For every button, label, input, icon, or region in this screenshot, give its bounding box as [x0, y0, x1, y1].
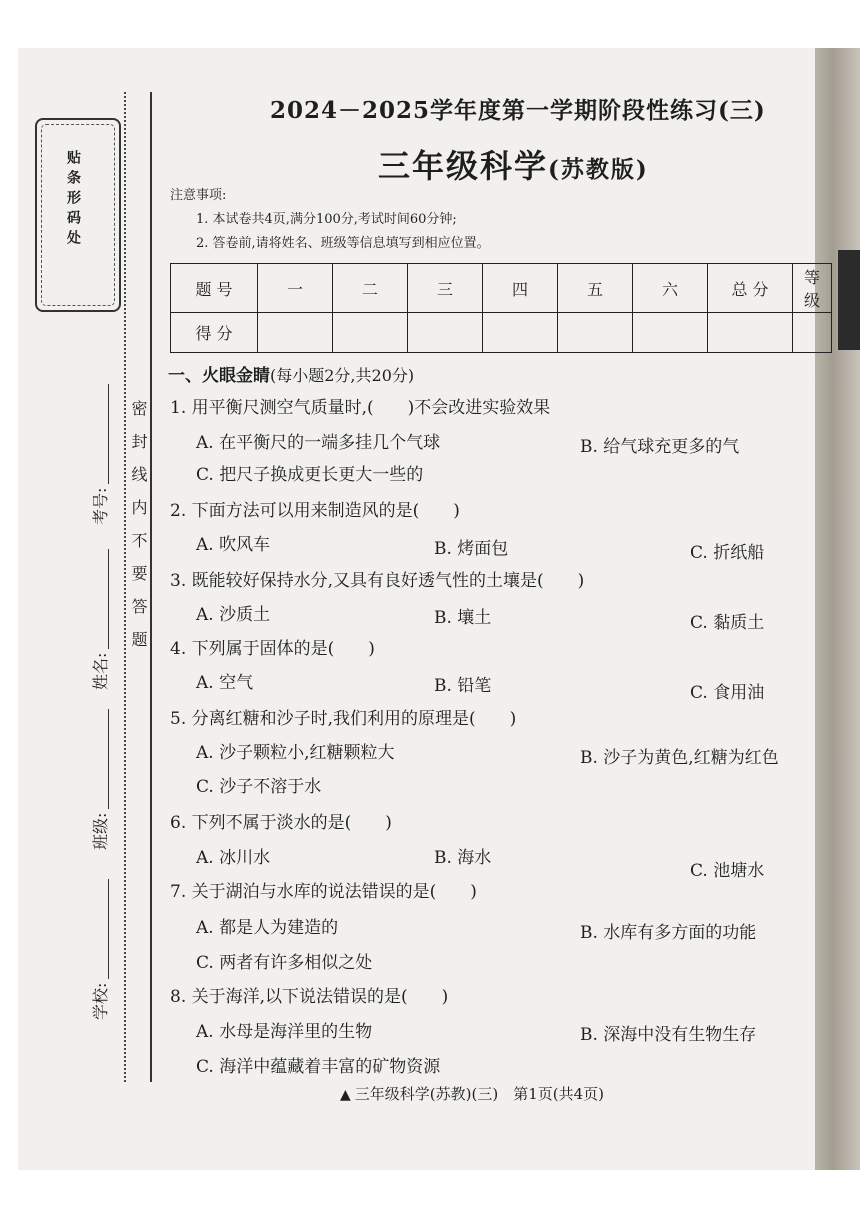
- score-table-header-row: [171, 264, 832, 313]
- score-cell[interactable]: [408, 313, 483, 353]
- score-header-cell: 五: [558, 264, 633, 313]
- field-exam-number-label: 考号:: [91, 487, 110, 525]
- option-a[interactable]: A. 水母是海洋里的生物: [196, 1022, 373, 1042]
- page-footer: [340, 1083, 604, 1104]
- page-edge-shadow: [815, 48, 860, 1170]
- option-b[interactable]: B. 壤土: [434, 608, 492, 628]
- option-a[interactable]: A. 在平衡尺的一端多挂几个气球: [196, 433, 441, 453]
- mountain-logo-icon: ▲: [340, 1087, 351, 1103]
- score-cell[interactable]: [708, 313, 793, 353]
- seal-solid-line: [150, 92, 152, 1082]
- option-c[interactable]: C. 折纸船: [690, 543, 765, 563]
- question-stem: 8. 关于海洋,以下说法错误的是( ): [170, 987, 449, 1007]
- option-c[interactable]: C. 食用油: [690, 683, 765, 703]
- barcode-label: 贴条形码处: [65, 150, 81, 250]
- question-stem: 5. 分离红糖和沙子时,我们利用的原理是( ): [170, 709, 517, 729]
- option-b[interactable]: B. 铅笔: [434, 676, 492, 696]
- field-exam-number[interactable]: [88, 384, 111, 525]
- option-a[interactable]: A. 都是人为建造的: [196, 918, 339, 938]
- subject-edition: (苏教版): [548, 156, 649, 183]
- field-school-label: 学校:: [91, 982, 110, 1020]
- score-table-score-row: [171, 313, 832, 353]
- score-header-cell: 总 分: [708, 264, 793, 313]
- question-stem: 1. 用平衡尺测空气质量时,( )不会改进实验效果: [170, 398, 551, 418]
- question-stem: 6. 下列不属于淡水的是( ): [170, 813, 392, 833]
- score-header-cell: 四: [483, 264, 558, 313]
- option-c[interactable]: C. 黏质土: [690, 613, 765, 633]
- score-cell[interactable]: [483, 313, 558, 353]
- note-item: 1. 本试卷共4页,满分100分,考试时间60分钟;: [196, 212, 457, 227]
- option-c[interactable]: C. 池塘水: [690, 861, 765, 881]
- option-b[interactable]: B. 水库有多方面的功能: [580, 923, 757, 943]
- field-name-line[interactable]: [94, 549, 109, 649]
- section-note: (每小题2分,共20分): [270, 366, 415, 385]
- score-cell[interactable]: [633, 313, 708, 353]
- subject-title: [378, 141, 649, 187]
- section-heading: [168, 361, 414, 386]
- score-cell[interactable]: [793, 313, 832, 353]
- score-table: [170, 263, 832, 353]
- option-c[interactable]: C. 海洋中蕴藏着丰富的矿物资源: [196, 1057, 441, 1077]
- question-stem: 3. 既能较好保持水分,又具有良好透气性的土壤是( ): [170, 571, 585, 591]
- question-stem: 2. 下面方法可以用来制造风的是( ): [170, 501, 460, 521]
- option-c[interactable]: C. 把尺子换成更长更大一些的: [196, 465, 424, 485]
- field-exam-number-line[interactable]: [94, 384, 109, 484]
- question-stem: 7. 关于湖泊与水库的说法错误的是( ): [170, 882, 477, 902]
- option-a[interactable]: A. 沙子颗粒小,红糖颗粒大: [196, 743, 395, 763]
- question-stem: 4. 下列属于固体的是( ): [170, 639, 375, 659]
- score-cell[interactable]: [333, 313, 408, 353]
- score-header-cell: 六: [633, 264, 708, 313]
- score-header-cell: 等 级: [793, 264, 832, 313]
- score-header-cell: 二: [333, 264, 408, 313]
- option-b[interactable]: B. 烤面包: [434, 539, 509, 559]
- option-b[interactable]: B. 深海中没有生物生存: [580, 1025, 757, 1045]
- seal-text: 密封线内不要答题: [129, 400, 148, 664]
- subject-name: 三年级科学: [378, 147, 549, 185]
- option-b[interactable]: B. 海水: [434, 848, 492, 868]
- field-class[interactable]: [88, 709, 111, 850]
- notes-heading: 注意事项:: [170, 188, 227, 203]
- score-cell[interactable]: [258, 313, 333, 353]
- footer-text: 三年级科学(苏教)(三) 第1页(共4页): [354, 1085, 604, 1103]
- field-school[interactable]: [88, 879, 111, 1020]
- field-class-label: 班级:: [91, 812, 110, 850]
- option-c[interactable]: C. 沙子不溶于水: [196, 777, 322, 797]
- field-class-line[interactable]: [94, 709, 109, 809]
- seal-dotted-line: [124, 92, 126, 1082]
- exam-title: 2024－2025学年度第一学期阶段性练习(三): [270, 97, 766, 124]
- score-header-cell: 一: [258, 264, 333, 313]
- option-c[interactable]: C. 两者有许多相似之处: [196, 953, 373, 973]
- section-title: 一、火眼金睛: [168, 366, 270, 386]
- option-a[interactable]: A. 冰川水: [196, 848, 271, 868]
- note-item: 2. 答卷前,请将姓名、班级等信息填写到相应位置。: [196, 236, 490, 251]
- option-b[interactable]: B. 给气球充更多的气: [580, 437, 740, 457]
- option-a[interactable]: A. 空气: [196, 673, 254, 693]
- option-a[interactable]: A. 吹风车: [196, 535, 271, 555]
- field-name[interactable]: [88, 549, 111, 690]
- score-row-label: 得 分: [171, 313, 258, 353]
- option-a[interactable]: A. 沙质土: [196, 605, 271, 625]
- option-b[interactable]: B. 沙子为黄色,红糖为红色: [580, 748, 779, 768]
- barcode-box: [35, 118, 121, 312]
- score-header-cell: 题 号: [171, 264, 258, 313]
- field-school-line[interactable]: [94, 879, 109, 979]
- score-cell[interactable]: [558, 313, 633, 353]
- score-header-cell: 三: [408, 264, 483, 313]
- field-name-label: 姓名:: [91, 652, 110, 690]
- edge-stripe: [838, 250, 860, 350]
